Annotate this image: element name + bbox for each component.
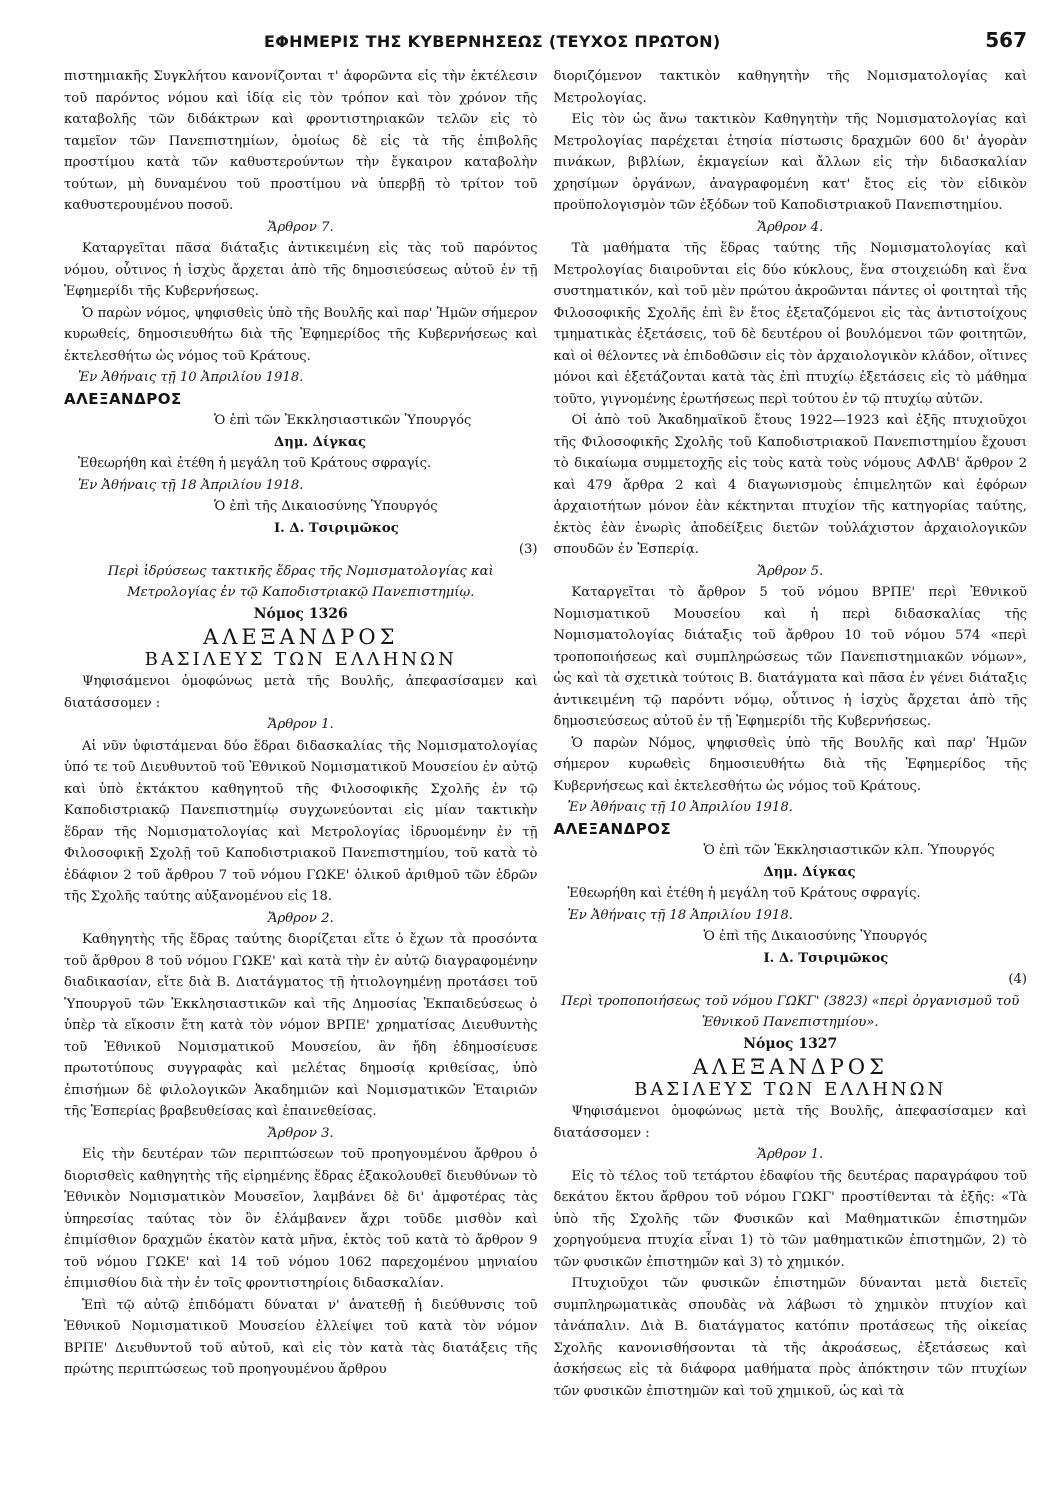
- seal-statement: Ἐθεωρήθη καὶ ἐτέθη ἡ μεγάλη τοῦ Κράτους σφραγίς.: [567, 886, 921, 901]
- page-title: ΕΦΗΜΕΡΙΣ ΤΗΣ ΚΥΒΕΡΝΗΣΕΩΣ (ΤΕΥΧΟΣ ΠΡΩΤΟΝ): [264, 32, 721, 51]
- paragraph: πιστημιακῆς Συγκλήτου κανονίζονται τ' ἀφορῶντα εἰς τὴν ἐκτέλεσιν τοῦ παρόντος νόμου καὶ ἰδίᾳ εἰς τὸν τρόπον καὶ τὸν χρόνον τῆς καταβολῆς τῶν διδάκτρων καὶ φροντιστηριακῶν τελῶν εἰς τὸ ταμεῖον τῶν Πανεπιστημίων, ὁμοίως δὲ εἰς τὰ τῆς ἐπιβολῆς προστίμου κατὰ τῶν καθυστερούντων τὴν ἔγκαιρον καταβολὴν τούτων, μὴ δυναμένου τοῦ προστίμου νὰ ὑπερβῇ τὸ τρίτον τοῦ καθυστερουμένου ποσοῦ.: [64, 69, 538, 213]
- paragraph: Ψηφισάμενοι ὁμοφώνως μετὰ τῆς Βουλῆς, ἀπεφασίσαμεν καὶ διατάσσομεν :: [64, 674, 538, 711]
- date-line: Ἐν Ἀθήναις τῇ 18 Ἀπριλίου 1918.: [78, 477, 304, 493]
- running-head: [64, 28, 1027, 66]
- minister-title: Ὁ ἐπὶ τῆς Δικαιοσύνης Ὑπουργός: [214, 499, 438, 514]
- minister-title: Ὁ ἐπὶ τῆς Δικαιοσύνης Ὑπουργός: [703, 929, 928, 944]
- date-line: Ἐν Ἀθήναις τῇ 10 Ἀπριλίου 1918.: [567, 800, 793, 815]
- paragraph: Οἱ ἀπὸ τοῦ Ἀκαδημαϊκοῦ ἔτους 1922—1923 καὶ ἑξῆς πτυχιοῦχοι τῆς Φιλοσοφικῆς Σχολῆς τοῦ Καποδιστριακοῦ Πανεπιστημίου ἔχουσι τὸ δικαίωμα συμμετοχῆς εἰς τοὺς κατὰ τοὺς νόμους ΑΦΛΒ' ἄρθρον 2 καὶ 479 ἄρθρα 2 καὶ 4 διαγωνισμοὺς ἐπιμελητῶν καὶ ἐφόρων ἀρχαιοτήτων μόνον ἐὰν κέκτηνται πτυχίον τῆς κατηγορίας ταύτης, ἐκτὸς ἐὰν ἐνωρὶς ἀποδείξεις διετῶν τοὐλάχιστον ἀρχαιολογικῶν σπουδῶν ἐν Ἑσπερίᾳ.: [553, 413, 1027, 557]
- king-title: ΒΑΣΙΛΕΥΣ ΤΩΝ ΕΛΛΗΝΩΝ: [144, 649, 457, 670]
- king-title: ΒΑΣΙΛΕΥΣ ΤΩΝ ΕΛΛΗΝΩΝ: [634, 1079, 947, 1100]
- law-number: Νόμος 1327: [743, 1035, 838, 1052]
- law-title: Περὶ ἱδρύσεως τακτικῆς ἕδρας τῆς Νομισματολογίας καὶ Μετρολογίας ἐν τῷ Καποδιστριακῷ Πανεπιστημίῳ.: [107, 563, 494, 600]
- article-heading: Ἄρθρον 3.: [267, 1125, 334, 1141]
- article-heading: Ἄρθρον 4.: [757, 219, 824, 235]
- seal-statement: Ἐθεωρήθη καὶ ἐτέθη ἡ μεγάλη τοῦ Κράτους σφραγίς.: [78, 456, 432, 471]
- minister-title: Ὁ ἐπὶ τῶν Ἐκκλησιαστικῶν Ὑπουργός: [214, 413, 472, 428]
- law-sequence-number: (3): [518, 542, 538, 557]
- date-line: Ἐν Ἀθήναις τῇ 10 Ἀπριλίου 1918.: [78, 370, 304, 385]
- enactment-clause: Ὁ παρὼν νόμος, ψηφισθεὶς ὑπὸ τῆς Βουλῆς καὶ παρ' Ἡμῶν σήμερον κυρωθείς, δημοσιευθήτω διὰ τῆς Ἐφημερίδος τῆς Κυβερνήσεως καὶ ἐκτελεσθήτω ὡς νόμος τοῦ Κράτους.: [64, 305, 538, 364]
- minister-name: Ι. Δ. Τσιριμῶκος: [274, 520, 399, 536]
- law-sequence-number: (4): [1008, 972, 1027, 987]
- article-heading: Ἄρθρον 1.: [267, 717, 334, 732]
- law-number: Νόμος 1326: [253, 605, 348, 622]
- paragraph: Πτυχιοῦχοι τῶν φυσικῶν ἐπιστημῶν δύνανται μετὰ διετεῖς συμπληρωματικὰς σπουδὰς νὰ λάβωσι τὸ χημικὸν πτυχίον καὶ τἀνάπαλιν. Διὰ Β. διατάγματος κατόπιν προτάσεως τῆς οἰκείας Σχολῆς κανονισθήσονται τὰ τῆς ἀκροάσεως, ἐξετάσεως καὶ ἀσκήσεως εἰς τὰ διάφορα μαθήματα πρὸς ἀπόκτησιν τῶν πτυχίων τῶν φυσικῶν ἐπιστημῶν καὶ τοῦ χημικοῦ, ὡς καὶ τὰ: [553, 1276, 1027, 1399]
- minister-name: Δημ. Δίγκας: [274, 434, 367, 450]
- article-heading: Ἄρθρον 2.: [267, 910, 334, 926]
- paragraph: Αἱ νῦν ὑφιστάμεναι δύο ἕδραι διδασκαλίας τῆς Νομισματολογίας ὑπό τε τοῦ Διευθυντοῦ τοῦ Ἐθνικοῦ Νομισματικοῦ Μουσείου ἐν αὐτῷ καὶ ὑπὸ ἐκτάκτου καθηγητοῦ τῆς Φιλοσοφικῆς Σχολῆς ἐν τῷ Καποδιστριακῷ Πανεπιστημίῳ συγχωνεύονται εἰς μίαν τακτικὴν ἕδραν τῆς Νομισματολογίας καὶ Μετρολογίας ἱδρυομένην ἐν τῇ Φιλοσοφικῇ Σχολῇ τοῦ Καποδιστριακοῦ Πανεπιστημίου, τοῦ κατὰ τὸ ἐδάφιον 2 τοῦ ἄρθρου 7 τοῦ νόμου ΓΩΚΕ' ὁλικοῦ ἀριθμοῦ τῶν ἑδρῶν τῆς Σχολῆς ταύτης αὐξανομένου εἰς 18.: [64, 738, 538, 904]
- paragraph: Εἰς τὸν ὡς ἄνω τακτικὸν Καθηγητὴν τῆς Νομισματολογίας καὶ Μετρολογίας παρέχεται ἐτησία πίστωσις δραχμῶν 600 δι' ἀγορὰν πινάκων, βιβλίων, ἐκμαγείων καὶ ἄλλων εἰς τὴν διδασκαλίαν χρησίμων ὀργάνων, ἀναγραφομένη κατ' ἔτος εἰς τὸν εἰδικὸν προϋπολογισμὸν τῶν ἐξόδων τοῦ Καποδιστριακοῦ Πανεπιστημίου.: [553, 112, 1027, 213]
- king-signature: ΑΛΕΞΑΝΔΡΟΣ: [64, 389, 182, 408]
- right-column: [554, 66, 1028, 1402]
- minister-name: Ι. Δ. Τσιριμῶκος: [763, 950, 889, 966]
- king-signature: ΑΛΕΞΑΝΔΡΟΣ: [553, 819, 672, 838]
- paragraph: Καθηγητὴς τῆς ἕδρας ταύτης διορίζεται εἴτε ὁ ἔχων τὰ προσόντα τοῦ ἄρθρου 8 τοῦ νόμου ΓΩΚΕ' καὶ κατὰ τὴν ἐν αὐτῷ διαγραφομένην διαδικασίαν, εἴτε διὰ Β. Διατάγματος τῇ ἠτιολογημένῃ προτάσει τοῦ Ὑπουργοῦ τῶν Ἐκκλησιαστικῶν καὶ τῆς Δημοσίας Ἐκπαιδεύσεως ὁ ὑπὲρ τὰ εἴκοσιν ἔτη κατὰ τὸν νόμον ΒΡΠΕ' χρηματίσας Διευθυντὴς τοῦ Ἐθνικοῦ Νομισματικοῦ Μουσείου, ἂν ἤδη ἐδημοσίευσε πρωτοτύπους συγγραφὰς καὶ μελέτας δημοσίᾳ κριθείσας, ὑπὸ ἐπισήμων δὲ φιλολογικῶν Ἀκαδημιῶν καὶ Νομισματικῶν Ἑταιριῶν τῆς Ἑσπερίας βραβευθείσας καὶ ἐπαινεθείσας.: [64, 932, 538, 1119]
- article-heading: Ἄρθρον 7.: [267, 219, 334, 235]
- paragraph: Καταργεῖται πᾶσα διάταξις ἀντικειμένη εἰς τὰς τοῦ παρόντος νόμου, οὗτινος ἡ ἰσχὺς ἄρχεται ἀπὸ τῆς δημοσιεύσεως αὐτοῦ ἐν τῇ Ἐφημερίδι τῆς Κυβερνήσεως.: [64, 241, 538, 299]
- paragraph: Εἰς τὸ τέλος τοῦ τετάρτου ἐδαφίου τῆς δευτέρας παραγράφου τοῦ δεκάτου ἕκτου ἄρθρου τοῦ νόμου ΓΩΚΓ' προστίθενται τὰ ἑξῆς: «Τὰ ὑπὸ τῆς Σχολῆς τῶν Φυσικῶν καὶ Μαθηματικῶν ἐπιστημῶν χορηγούμενα πτυχία εἶναι 1) τὸ τῶν μαθηματικῶν ἐπιστημῶν, 2) τὸ τῶν φυσικῶν ἐπιστημῶν καὶ 3) τὸ χημικόν.: [553, 1168, 1027, 1270]
- page-number: 567: [985, 28, 1027, 52]
- paragraph: διοριζόμενον τακτικὸν καθηγητὴν τῆς Νομισματολογίας καὶ Μετρολογίας.: [553, 69, 1027, 106]
- paragraph: Καταργεῖται τὸ ἄρθρον 5 τοῦ νόμου ΒΡΠΕ' περὶ Ἐθνικοῦ Νομισματικοῦ Μουσείου καὶ ἡ περὶ διδασκαλίας τῆς Νομισματολογίας διάταξις τοῦ ἄρθρου 10 τοῦ νόμου 574 «περὶ τροποποιήσεως καὶ συμπληρώσεως τῶν Πανεπιστημιακῶν νόμων», ὡς καὶ τὰ σχετικὰ τούτοις Β. διατάγματα καὶ πᾶσα ἐν γένει διάταξις ἀντικειμένη τῷ παρόντι νόμῳ, οὗτινος ἡ ἰσχὺς ἄρχεται ἀπὸ τῆς δημοσιεύσεως αὐτοῦ ἐν τῇ Ἐφημερίδι τῆς Κυβερνήσεως.: [553, 585, 1027, 729]
- law-title: Περὶ τροποποιήσεως τοῦ νόμου ΓΩΚΓ' (3823) «περὶ ὀργανισμοῦ τοῦ Ἐθνικοῦ Πανεπιστημίου».: [561, 993, 1020, 1030]
- paragraph: Τὰ μαθήματα τῆς ἕδρας ταύτης τῆς Νομισματολογίας καὶ Μετρολογίας διαιροῦνται εἰς δύο κύκλους, ἕνα στοιχειώδη καὶ ἕνα συστηματικόν, καὶ τοῦ μὲν πρώτου ἀκροῶνται πάντες οἱ φοιτηταὶ τῆς Φιλοσοφικῆς Σχολῆς ἐπὶ ἓν ἔτος ἐξεταζόμενοι εἰς τὰς ἀντιστοίχους τμηματικὰς ἐξετάσεις, τοῦ δὲ δευτέρου οἱ βουλόμενοι τῶν φοιτητῶν, καὶ οἱ θέλοντες νὰ ἐπιδοθῶσιν εἰς τὸν ἀρχαιολογικὸν κλάδον, οἵτινες μόνοι καὶ ἐξετάζονται κατὰ τὰς ἐπὶ πτυχίῳ ἐξετάσεις εἰς τὸ μάθημα τοῦτο, γιγνομένης ἐρωτήσεως περὶ τούτου ἐν τῷ πτυχίῳ αὐτῶν.: [553, 241, 1027, 407]
- article-heading: Ἄρθρον 1.: [757, 1147, 824, 1162]
- minister-name: Δημ. Δίγκας: [763, 864, 856, 880]
- paragraph: Εἰς τὴν δευτέραν τῶν περιπτώσεων τοῦ προηγουμένου ἄρθρου ὁ διορισθεὶς καθηγητὴς τῆς εἰρημένης ἕδρας ἐξακολουθεῖ διευθύνων τὸ Ἐθνικὸν Νομισματικὸν Μουσεῖον, λαμβάνει δὲ δι' ἀμφοτέρας τὰς ὑπηρεσίας ταύτας τὸν ὃν ἐλάμβανεν ἄχρι τοῦδε μισθὸν καὶ ἐπιμίσθιον δραχμῶν ἑκατὸν κατὰ μῆνα, ἐκτὸς τοῦ κατὰ τὸ ἄρθρον 9 τοῦ νόμου ΓΩΚΕ' καὶ 14 τοῦ νόμου 1062 παρεχομένου μηνιαίου ἐπιμισθίου διὰ τὴν ἐν τοῖς φροντιστηρίοις διδασκαλίαν.: [64, 1147, 538, 1291]
- king-name: ΑΛΕΞΑΝΔΡΟΣ: [203, 625, 399, 649]
- paragraph: Ψηφισάμενοι ὁμοφώνως μετὰ τῆς Βουλῆς, ἀπεφασίσαμεν καὶ διατάσσομεν :: [553, 1104, 1027, 1141]
- date-line: Ἐν Ἀθήναις τῇ 18 Ἀπριλίου 1918.: [567, 907, 793, 923]
- article-heading: Ἄρθρον 5.: [757, 563, 824, 579]
- enactment-clause: Ὁ παρὼν Νόμος, ψηφισθεὶς ὑπὸ τῆς Βουλῆς καὶ παρ' Ἡμῶν σήμερον κυρωθεὶς δημοσιευθήτω διὰ τῆς Ἐφημερίδος τῆς Κυβερνήσεως καὶ ἐκτελεσθήτω ὡς νόμος τοῦ Κράτους.: [553, 735, 1027, 794]
- paragraph: Ἐπὶ τῷ αὐτῷ ἐπιδόματι δύναται ν' ἀνατεθῇ ἡ διεύθυνσις τοῦ Ἐθνικοῦ Νομισματικοῦ Μουσείου ἐλλείψει τοῦ κατὰ τὸν νόμον ΒΡΠΕ' Διευθυντοῦ τοῦ αὐτοῦ, καὶ εἰς τὸν κατὰ τὰς διατάξεις τῆς πρώτης περιπτώσεως τοῦ προηγουμένου ἄρθρου: [64, 1297, 538, 1377]
- left-column: [64, 66, 538, 1402]
- minister-title: Ὁ ἐπὶ τῶν Ἐκκλησιαστικῶν κλπ. Ὑπουργός: [703, 843, 995, 858]
- king-name: ΑΛΕΞΑΝΔΡΟΣ: [692, 1055, 888, 1079]
